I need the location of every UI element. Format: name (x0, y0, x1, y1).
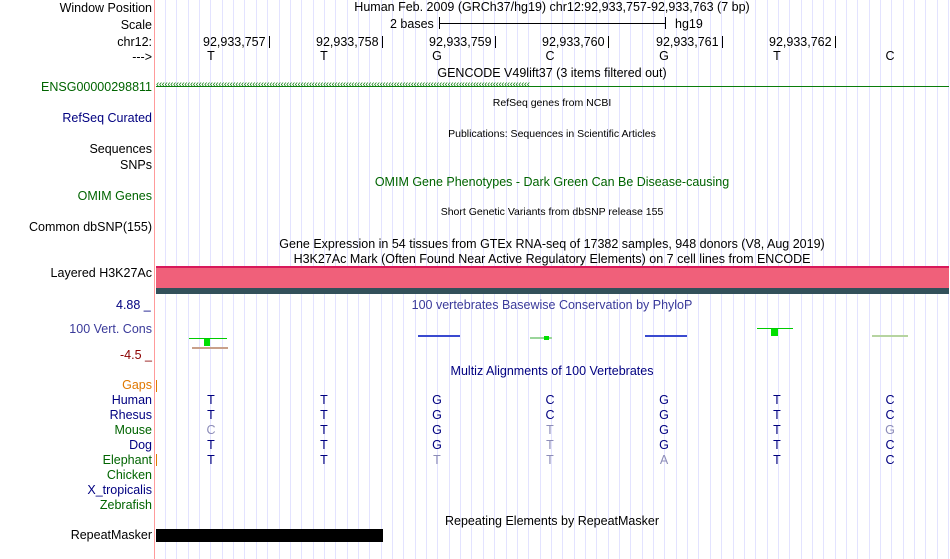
alignment-base: C (885, 438, 895, 452)
window-position-label: Window Position (59, 1, 152, 15)
cons-bar-7 (872, 335, 908, 337)
gencode-track-title: GENCODE V49lift37 (3 items filtered out) (437, 66, 667, 80)
coordinate-tick (382, 36, 383, 48)
strand-label: ---> (132, 50, 152, 64)
sequences-label[interactable]: Sequences (89, 142, 152, 156)
coordinate-tick (608, 36, 609, 48)
reference-base: T (320, 49, 328, 63)
cons-max: 4.88 _ (116, 298, 151, 312)
species-label-rhesus[interactable]: Rhesus (109, 408, 152, 422)
species-label-mouse[interactable]: Mouse (114, 423, 152, 437)
phylop-track-title: 100 vertebrates Basewise Conservation by PhyloP (411, 298, 693, 312)
omim-label[interactable]: OMIM Genes (77, 189, 152, 203)
alignment-base: T (320, 393, 328, 407)
alignment-base: T (207, 393, 215, 407)
scale-db: hg19 (675, 17, 703, 31)
alignment-base: C (206, 423, 216, 437)
species-label-dog[interactable]: Dog (129, 438, 152, 452)
cons-bar-3 (418, 335, 460, 337)
cons-label[interactable]: 100 Vert. Cons (69, 322, 152, 336)
reference-base: C (545, 49, 555, 63)
snps-label[interactable]: SNPs (120, 158, 152, 172)
chr-label: chr12: (117, 35, 152, 49)
alignment-base: C (545, 393, 555, 407)
coordinate-tick (835, 36, 836, 48)
coordinate-label: 92,933,758 (316, 35, 379, 49)
cons-bar-6 (771, 329, 778, 336)
species-label-x_tropicalis[interactable]: X_tropicalis (87, 483, 152, 497)
label-separator (154, 0, 155, 559)
alignment-base: C (885, 453, 895, 467)
gtex-track-title: Gene Expression in 54 tissues from GTEx RNA-seq of 17382 samples, 948 donors (V8, Aug 2019) (279, 237, 825, 251)
alignment-base: G (432, 393, 442, 407)
alignment-base: C (885, 393, 895, 407)
scale-bases: 2 bases (390, 17, 434, 31)
alignment-base: G (659, 423, 669, 437)
alignment-base: T (433, 453, 441, 467)
alignment-base: G (659, 393, 669, 407)
alignment-base: T (546, 438, 554, 452)
reference-base: G (659, 49, 669, 63)
gap-marker (156, 454, 157, 466)
cons-bar-1 (204, 339, 210, 346)
alignment-base: T (207, 453, 215, 467)
gap-marker (156, 380, 157, 392)
reference-base: T (207, 49, 215, 63)
cons-bar-1-neg (192, 347, 228, 349)
dbsnp-track-title: Short Genetic Variants from dbSNP release 155 (440, 206, 664, 218)
alignment-base: T (546, 423, 554, 437)
repeat-element[interactable] (156, 529, 383, 542)
gencode-gene-label[interactable]: ENSG00000298811 (41, 80, 152, 94)
publications-track-title: Publications: Sequences in Scientific Articles (448, 128, 656, 140)
alignment-base: T (773, 393, 781, 407)
species-label-human[interactable]: Human (111, 393, 152, 407)
alignment-base: G (885, 423, 895, 437)
dbsnp-label[interactable]: Common dbSNP(155) (29, 220, 152, 234)
alignment-base: T (320, 438, 328, 452)
h3k27ac-signal[interactable] (156, 266, 949, 290)
alignment-base: T (773, 423, 781, 437)
alignment-base: T (320, 423, 328, 437)
alignment-base: G (432, 438, 442, 452)
cons-bar-4-peak (544, 336, 549, 340)
reference-base: C (885, 49, 895, 63)
gencode-strand-chevrons: ‹‹‹‹‹‹‹‹‹‹‹‹‹‹‹‹‹‹‹‹‹‹‹‹‹‹‹‹‹‹‹‹‹‹‹‹‹‹‹‹‹‹‹‹‹‹‹‹‹‹‹‹‹‹‹‹‹‹‹‹‹‹‹‹‹‹‹‹‹‹‹‹‹‹‹‹‹‹‹‹‹‹‹‹‹‹‹‹‹‹‹‹‹‹‹‹‹‹‹‹‹‹‹‹‹‹‹‹‹‹‹‹‹‹‹‹‹‹‹‹‹‹‹‹‹‹‹‹‹‹‹‹ (156, 79, 530, 90)
reference-base: T (773, 49, 781, 63)
coordinate-label: 92,933,759 (429, 35, 492, 49)
alignment-base: T (546, 453, 554, 467)
alignment-base: T (320, 408, 328, 422)
alignment-base: T (207, 438, 215, 452)
h3k27ac-label[interactable]: Layered H3K27Ac (50, 266, 152, 280)
repeatmasker-label[interactable]: RepeatMasker (70, 528, 152, 542)
coordinate-tick (495, 36, 496, 48)
alignment-base: T (320, 453, 328, 467)
alignment-base: T (773, 453, 781, 467)
alignment-base: A (659, 453, 669, 467)
alignment-base: T (773, 438, 781, 452)
alignment-base: T (773, 408, 781, 422)
cons-bar-5 (645, 335, 687, 337)
alignment-base: G (432, 408, 442, 422)
scale-bar-right (665, 17, 666, 29)
coordinate-label: 92,933,757 (203, 35, 266, 49)
assembly-position[interactable]: Human Feb. 2009 (GRCh37/hg19) chr12:92,933,757-92,933,763 (7 bp) (354, 0, 750, 14)
alignment-base: C (885, 408, 895, 422)
coordinate-label: 92,933,761 (656, 35, 719, 49)
alignment-base: G (659, 438, 669, 452)
coordinate-tick (722, 36, 723, 48)
alignment-base: G (432, 423, 442, 437)
scale-bar (439, 23, 666, 24)
alignment-base: G (659, 408, 669, 422)
repeatmasker-track-title: Repeating Elements by RepeatMasker (444, 514, 660, 528)
coordinate-label: 92,933,760 (542, 35, 605, 49)
omim-track-title: OMIM Gene Phenotypes - Dark Green Can Be Disease-causing (374, 175, 730, 189)
coordinate-label: 92,933,762 (769, 35, 832, 49)
species-label-zebrafish[interactable]: Zebrafish (99, 498, 152, 512)
multiz-track-title: Multiz Alignments of 100 Vertebrates (450, 364, 654, 378)
species-label-elephant[interactable]: Elephant (102, 453, 152, 467)
h3k27ac-baseline (156, 288, 949, 294)
reference-base: G (432, 49, 442, 63)
scale-label: Scale (120, 18, 152, 32)
coordinate-tick (269, 36, 270, 48)
cons-min: -4.5 _ (120, 348, 152, 362)
refseq-track-title: RefSeq genes from NCBI (492, 97, 612, 109)
gaps-label[interactable]: Gaps (122, 378, 152, 392)
alignment-base: C (545, 408, 555, 422)
alignment-base: T (207, 408, 215, 422)
refseq-label[interactable]: RefSeq Curated (62, 111, 152, 125)
h3k27ac-track-title: H3K27Ac Mark (Often Found Near Active Regulatory Elements) on 7 cell lines from ENCODE (293, 252, 811, 266)
species-label-chicken[interactable]: Chicken (106, 468, 152, 482)
